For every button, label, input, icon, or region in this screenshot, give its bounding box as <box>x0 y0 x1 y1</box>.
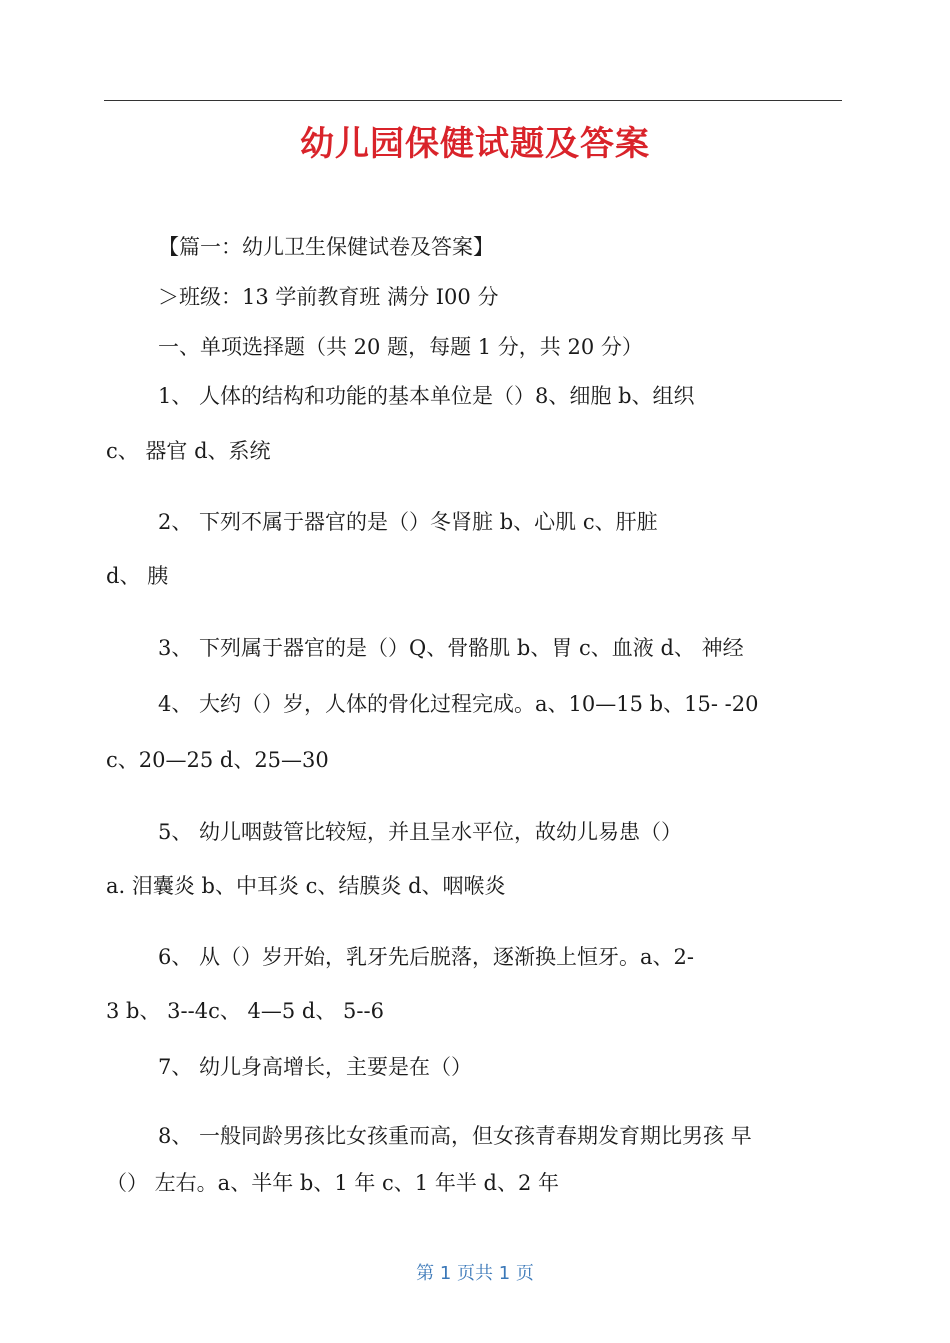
question-2: 2、 下列不属于器官的是（）冬肾脏 b、心肌 c、肝脏 <box>158 510 658 534</box>
section-heading: 【篇一：幼儿卫生保健试卷及答案】 <box>158 235 494 259</box>
question-4-options: c、20—25 d、25—30 <box>106 748 329 772</box>
question-6-options: 3 b、 3--4c、 4—5 d、 5--6 <box>106 999 384 1023</box>
question-8-options: （） 左右。a、半年 b、1 年 c、1 年半 d、2 年 <box>106 1171 559 1195</box>
question-3: 3、 下列属于器官的是（）Q、骨骼肌 b、胃 c、血液 d、 神经 <box>158 636 744 660</box>
page-indicator: 第 1 页共 1 页 <box>416 1263 534 1284</box>
document-title: 幼儿园保健试题及答案 <box>300 124 650 164</box>
question-5-options: a. 泪囊炎 b、中耳炎 c、结膜炎 d、咽喉炎 <box>106 874 506 898</box>
question-1-options: c、 器官 d、系统 <box>106 439 271 463</box>
question-8: 8、 一般同龄男孩比女孩重而高，但女孩青春期发育期比男孩 早 <box>158 1124 752 1148</box>
question-6: 6、 从（）岁开始，乳牙先后脱落，逐渐换上恒牙。a、2- <box>158 945 695 969</box>
question-section-heading: 一、单项选择题（共 20 题，每题 1 分，共 20 分） <box>158 335 643 359</box>
question-7: 7、 幼儿身高增长，主要是在（） <box>158 1055 473 1079</box>
question-2-options: d、 胰 <box>106 564 169 588</box>
question-4: 4、 大约（）岁，人体的骨化过程完成。a、10—15 b、15- -20 <box>158 692 759 716</box>
question-5: 5、 幼儿咽鼓管比较短，并且呈水平位，故幼儿易患（） <box>158 820 683 844</box>
header-rule <box>104 100 842 101</box>
question-1: 1、 人体的结构和功能的基本单位是（）8、细胞 b、组织 <box>158 384 695 408</box>
class-info: ＞班级：13 学前教育班 满分 I00 分 <box>158 285 499 309</box>
